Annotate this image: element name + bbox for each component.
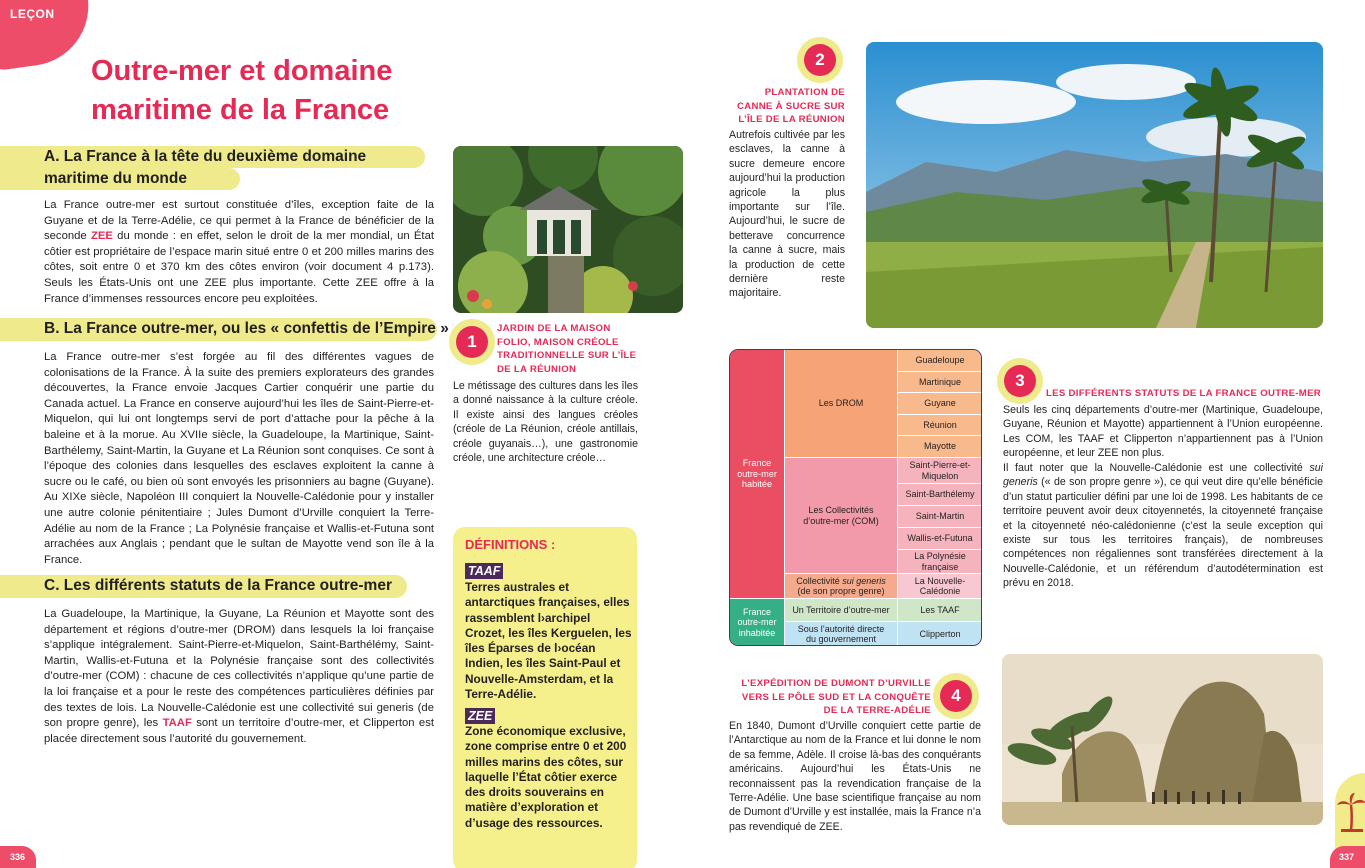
doc1-text: Le métissage des cultures dans les îles a donné naissance à la culture créole. Il existe ainsi des langues créoles (créole de La Réunion, créole antillais, créole guyanais…), une gastronomie créole, une architecture créole…	[453, 380, 638, 465]
table-com-item: Saint-Martin	[898, 506, 982, 528]
table-nouvelle-caledonie: La Nouvelle-Calédonie	[898, 574, 982, 599]
definition-term-taaf: TAAF	[465, 563, 503, 579]
doc2-title: PLANTATION DE CANNE À SUCRE SUR L’ÎLE DE LA RÉUNION	[737, 87, 845, 125]
doc1-title: JARDIN DE LA MAISON FOLIO, MAISON CRÉOLE TRADITIONNELLE SUR L’ÎLE DE LA RÉUNION	[497, 323, 637, 375]
table-com-item: Saint-Barthélemy	[898, 484, 982, 506]
definition-term-zee: ZEE	[465, 708, 495, 724]
definitions-title: DÉFINITIONS :	[465, 537, 556, 552]
table-clipperton: Clipperton	[898, 622, 982, 646]
doc4-number: 4	[940, 680, 972, 712]
page-title: Outre-mer et domaine maritime de la France	[91, 55, 393, 126]
section-c-heading	[0, 575, 407, 598]
table-territoire: Un Territoire d’outre-mer	[785, 599, 898, 622]
dumont-durville-expedition-illustration	[1002, 654, 1323, 825]
creole-garden-photo	[453, 146, 683, 313]
zee-keyword[interactable]: ZEE	[90, 230, 113, 243]
sugarcane-plantation-photo	[866, 42, 1323, 328]
doc3-paragraph-2: Il faut noter que la Nouvelle-Calédonie est une collectivité sui generis (« de son propre genre »), ce qui veut dire qu’elle bénéficie d’un statut particulier défini par une loi de 1998. Les habitants de ce territoire peuvent avoir deux citoyennetés, la citoyenneté française et la citoyenneté néo-calédonienne (c’est la seule exception qui existe sur tous les territoires français), de nombreuses compétences non régaliennes sont transférées directement à la Nouvelle-Calédonie, et un référendum d’autodétermination est prévu en 2018.	[1003, 462, 1323, 590]
section-c-paragraph: La Guadeloupe, la Martinique, la Guyane, La Réunion et Mayotte sont des département et régions d’outre-mer (DROM) dans lesquels la loi française s’applique intégralement. Saint-Pierre-et-Miquelon, Saint-Barthélémy, Saint-Martin, Wallis-et-Futuna et la Polynésie française sont des collectivités d’outre-mer (COM) : chacune de ces collectivités n’applique qu’une partie de la loi française et a pour le reste des compétences particulières définies par des textes de lois. La Nouvelle-Calédonie est une collectivité sui generis (de son propre genre), les TAAF sont un territoire d’outre-mer, et Clipperton est placée directement sous l’autorité du gouvernement.	[44, 608, 434, 745]
table-com: Les Collectivités d’outre-mer (COM)	[785, 458, 898, 574]
table-inhabitee: France outre-mer inhabitée	[730, 599, 785, 646]
definition-text-zee: Zone économique exclusive, zone comprise entre 0 et 200 milles marins des côtes, sur laquelle l’État côtier exerce des droits souverains en matière d’exploration et d’usage des ressources.	[465, 724, 627, 830]
table-autorite: Sous l’autorité directe du gouvernement	[785, 622, 898, 646]
section-b-heading	[0, 318, 449, 341]
lesson-label: LEÇON	[10, 7, 55, 21]
page-number-right-tab	[1330, 846, 1365, 868]
table-drom-item: Réunion	[898, 415, 982, 437]
section-c-title: C. Les différents statuts de la France outre-mer	[44, 577, 392, 594]
doc2-text: Autrefois cultivée par les esclaves, la canne à sucre demeure encore aujourd’hui la production agricole la plus importante sur l’île. Aujourd’hui, le sucre de betterave concurrence la canne à sucre, mais la production de cette dernière reste majoritaire.	[729, 129, 845, 300]
table-com-item: Wallis-et-Futuna	[898, 528, 982, 550]
table-habitee: France outre-mer habitée	[730, 350, 785, 599]
doc4-text: En 1840, Dumont d’Urville conquiert cette partie de l’Antarctique au nom de la France et lui donne le nom de sa femme, Adèle. Il croise là-bas des conquérants américains. Aujourd’hui les États-Unis ne reconnaissent pas la revendication française de la Terre-Adélie. Une base scientifique française au nom de Dumont d’Urville y est installée, mais la France n’a pas revendiqué de ZEE.	[729, 720, 981, 833]
doc4-title: L’EXPÉDITION DE DUMONT D’URVILLE VERS LE PÔLE SUD ET LA CONQUÊTE DE LA TERRE-ADÉLIE	[741, 678, 931, 716]
table-drom-item: Guyane	[898, 393, 982, 415]
table-collectivite: Collectivité sui generis (de son propre genre)	[785, 574, 898, 599]
definition-text-taaf: Terres australes et antarctiques françaises, elles rassemblent l›archipel Crozet, les îles Kerguelen, les îles Éparses de l›océan Indien, les îles Saint-Paul et Nouvelle-Amsterdam, et la Terre-Adélie.	[465, 580, 632, 702]
section-b-paragraph: La France outre-mer s’est forgée au fil des différentes vagues de colonisations de la France. À la suite des premiers explorateurs des grandes découvertes, la France envoie Jacques Cartier conquérir une partie du Canada actuel. La France en conserve aujourd’hui les îles de Saint-Pierre-et-Miquelon, qui lui ont longtemps servi de port d’attache pour la pêche à la baleine et à la morue. Au XVIIe siècle, la Guadeloupe, la Martinique, Saint-Barthélemy, Saint-Martin, la Guyane et La Réunion sont conquises. Ce sont à l’époque des colonies dans lesquelles des esclaves exploitent la canne à sucre ou le café, ou bien où sont envoyés les prisonniers au bagne (Guyane). Au XIXe siècle, Napoléon III conquiert la Nouvelle-Calédonie pour y installer une autre colonie pénitentiaire ; Jules Dumont d’Urville conquiert la Terre-Adélie au nom de la France ; La Polynésie française et Wallis-et-Futuna sont arrachées aux Anglais ; pendant que le sultan de Mayotte vend son île à la France.	[44, 351, 434, 566]
table-drom-item: Martinique	[898, 372, 982, 394]
doc1-number: 1	[456, 326, 488, 358]
section-a-paragraph: La France outre-mer est surtout constituée d’îles, exception faite de la Guyane et de la Terre-Adélie, ce qui permet à la France de bénéficier de la seconde ZEE du monde : en effet, selon le droit de la mer mondial, un État côtier est propriétaire de l’espace marin situé entre 0 et 200 milles marins des côtes, soit entre 0 et 370 km des côtes environ (voir document 4 p.173). Seuls les États-Unis ont une ZEE plus importante. Cette ZEE offre à la France d’immenses ressources encore peu exploitées.	[44, 199, 434, 305]
taaf-keyword[interactable]: TAAF	[162, 717, 192, 730]
section-b-title: B. La France outre-mer, ou les « confettis de l’Empire »	[44, 320, 449, 337]
table-com-item: La Polynésie française	[898, 550, 982, 574]
section-a-title-line2: maritime du monde	[44, 170, 187, 187]
section-a-title-line1: A. La France à la tête du deuxième domaine	[44, 148, 367, 165]
doc3-paragraph-1: Seuls les cinq départements d’outre-mer (Martinique, Guadeloupe, Guyane, Réunion et Mayotte) appartiennent à l’Union européenne. Les COM, les TAAF et Clipperton n’appartiennent pas à l’Union européenne, et leur ZEE non plus.	[1003, 404, 1323, 460]
page-number-left: 336	[10, 852, 26, 862]
statuts-table	[729, 349, 982, 646]
palm-tree-icon	[1337, 793, 1365, 833]
table-com-item: Saint-Pierre-et-Miquelon	[898, 458, 982, 484]
table-taaf: Les TAAF	[898, 599, 982, 622]
table-drom: Les DROM	[785, 350, 898, 458]
definitions-box	[453, 527, 637, 868]
table-drom-item: Mayotte	[898, 436, 982, 458]
doc3-title: LES DIFFÉRENTS STATUTS DE LA FRANCE OUTRE-MER	[1046, 388, 1322, 399]
page-number-right: 337	[1339, 852, 1355, 862]
table-drom-item: Guadeloupe	[898, 350, 982, 372]
page-number-left-tab	[0, 846, 36, 868]
doc3-number: 3	[1004, 365, 1036, 397]
doc2-number: 2	[804, 44, 836, 76]
